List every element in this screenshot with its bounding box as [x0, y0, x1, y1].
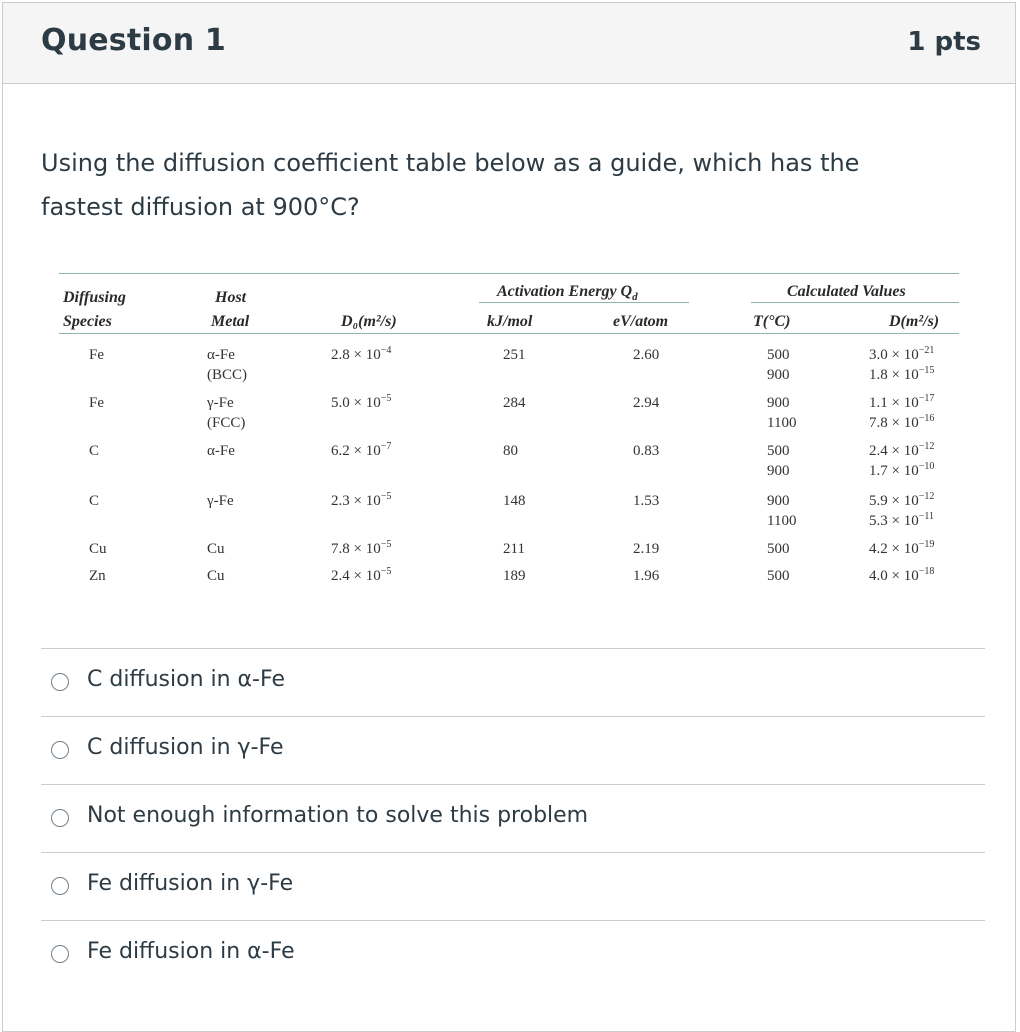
cell-kjmol — [503, 443, 518, 460]
cell-temp-value: 900 — [767, 367, 790, 383]
cell-host-structure — [207, 415, 245, 432]
cell-d0 — [331, 493, 391, 510]
cell-species-value: Fe — [89, 395, 104, 411]
cell-d — [869, 367, 934, 384]
cell-d0-exponent: −4 — [380, 345, 392, 356]
cell-temp-value: 1100 — [767, 513, 797, 529]
cell-d0-value: 2.4 × 10 — [331, 568, 381, 584]
calculated-rule — [751, 302, 959, 303]
answer-label[interactable]: Fe diffusion in γ-Fe — [87, 871, 294, 896]
header-host: Host — [215, 289, 247, 306]
cell-d — [869, 568, 934, 585]
cell-host-value: α-Fe — [207, 443, 235, 459]
cell-d0-exponent: −5 — [380, 491, 392, 502]
cell-species-value: Zn — [89, 568, 106, 584]
cell-d-exponent: −12 — [918, 441, 935, 452]
header-tc: T(°C) — [753, 313, 791, 330]
cell-temp — [767, 347, 790, 364]
cell-d0 — [331, 568, 391, 585]
cell-d0-exponent: −5 — [380, 539, 392, 550]
cell-d0-exponent: −5 — [380, 393, 392, 404]
cell-d0-value: 5.0 × 10 — [331, 395, 381, 411]
answer-label[interactable]: Fe diffusion in α-Fe — [87, 939, 295, 964]
answer-option[interactable] — [41, 716, 985, 784]
header-d0: D₀(m²/s) — [341, 313, 397, 330]
cell-d0-value: 2.8 × 10 — [331, 347, 381, 363]
cell-d — [869, 513, 934, 530]
cell-species-value: C — [89, 493, 100, 509]
answer-label[interactable]: C diffusion in γ-Fe — [87, 735, 284, 760]
cell-species-value: Fe — [89, 347, 104, 363]
cell-d-value: 4.0 × 10 — [869, 568, 919, 584]
cell-d-value: 1.7 × 10 — [869, 463, 919, 479]
cell-d — [869, 541, 934, 558]
cell-temp — [767, 463, 790, 480]
cell-d0 — [331, 395, 391, 412]
cell-d-value: 1.1 × 10 — [869, 395, 919, 411]
cell-d — [869, 347, 934, 364]
cell-kjmol — [503, 395, 526, 412]
cell-d — [869, 415, 934, 432]
cell-kjmol-value: 251 — [503, 347, 526, 363]
cell-temp — [767, 493, 790, 510]
cell-kjmol-value: 80 — [503, 443, 518, 459]
header-activation-text: Activation Energy Q — [497, 283, 633, 300]
cell-species — [89, 541, 107, 558]
header-activation — [497, 283, 638, 303]
cell-temp-value: 500 — [767, 443, 790, 459]
radio-button[interactable] — [51, 741, 69, 759]
header-evatom: eV/atom — [613, 313, 669, 330]
cell-evatom-value: 0.83 — [633, 443, 660, 459]
cell-host — [207, 395, 234, 412]
answer-label[interactable]: Not enough information to solve this problem — [87, 803, 589, 828]
cell-kjmol-value: 284 — [503, 395, 526, 411]
cell-evatom — [633, 443, 659, 460]
cell-evatom — [633, 541, 659, 558]
question-card — [2, 2, 1016, 1032]
cell-species — [89, 395, 104, 412]
cell-host — [207, 568, 225, 585]
cell-host-structure-value: (BCC) — [207, 367, 248, 383]
answer-option[interactable] — [41, 852, 985, 920]
header-metal: Metal — [211, 313, 250, 330]
cell-d0 — [331, 347, 391, 364]
answer-option[interactable] — [41, 920, 985, 988]
diffusion-table — [59, 271, 959, 601]
cell-d-value: 2.4 × 10 — [869, 443, 919, 459]
cell-d-exponent: −15 — [918, 365, 935, 376]
question-header — [3, 3, 1015, 84]
cell-d — [869, 463, 934, 480]
header-activation-sub: d — [632, 291, 638, 304]
answer-list — [41, 648, 985, 988]
cell-host — [207, 493, 234, 510]
cell-temp-value: 500 — [767, 347, 790, 363]
cell-species — [89, 443, 99, 460]
header-d: D(m²/s) — [889, 313, 940, 330]
cell-host-structure — [207, 367, 247, 384]
cell-temp — [767, 568, 790, 585]
cell-evatom-value: 1.96 — [633, 568, 660, 584]
cell-evatom — [633, 395, 659, 412]
cell-d0-value: 7.8 × 10 — [331, 541, 381, 557]
question-points: 1 pts — [907, 27, 981, 57]
cell-d-exponent: −19 — [918, 539, 935, 550]
cell-d-value: 1.8 × 10 — [869, 367, 919, 383]
cell-d-value: 5.3 × 10 — [869, 513, 919, 529]
radio-button[interactable] — [51, 809, 69, 827]
cell-temp-value: 500 — [767, 568, 790, 584]
question-title: Question 1 — [41, 23, 226, 58]
cell-d-value: 4.2 × 10 — [869, 541, 919, 557]
cell-d-exponent: −17 — [918, 393, 935, 404]
cell-host — [207, 443, 235, 460]
header-bottom-rule — [59, 333, 959, 334]
cell-evatom — [633, 568, 659, 585]
cell-temp — [767, 541, 790, 558]
cell-d-exponent: −12 — [918, 491, 935, 502]
cell-host-value: Cu — [207, 568, 225, 584]
cell-temp-value: 1100 — [767, 415, 797, 431]
cell-host-value: α-Fe — [207, 347, 235, 363]
cell-temp — [767, 443, 790, 460]
cell-evatom-value: 1.53 — [633, 493, 660, 509]
cell-kjmol — [503, 541, 525, 558]
radio-button[interactable] — [51, 673, 69, 691]
cell-d0 — [331, 443, 391, 460]
cell-evatom-value: 2.94 — [633, 395, 660, 411]
cell-d0-exponent: −7 — [380, 441, 392, 452]
cell-host — [207, 347, 235, 364]
cell-d-exponent: −10 — [918, 461, 935, 472]
cell-d — [869, 493, 934, 510]
cell-kjmol-value: 211 — [503, 541, 525, 557]
cell-species-value: Cu — [89, 541, 107, 557]
cell-d-value: 5.9 × 10 — [869, 493, 919, 509]
cell-d0 — [331, 541, 391, 558]
cell-d0-value: 6.2 × 10 — [331, 443, 381, 459]
radio-button[interactable] — [51, 945, 69, 963]
cell-evatom-value: 2.60 — [633, 347, 660, 363]
cell-kjmol — [503, 568, 526, 585]
cell-temp-value: 900 — [767, 463, 790, 479]
cell-temp — [767, 513, 796, 530]
cell-temp-value: 900 — [767, 493, 790, 509]
cell-temp — [767, 395, 790, 412]
cell-species — [89, 568, 106, 585]
cell-d — [869, 395, 934, 412]
header-species: Species — [63, 313, 112, 330]
cell-temp — [767, 415, 796, 432]
header-kjmol: kJ/mol — [487, 313, 533, 330]
cell-host-value: γ-Fe — [207, 493, 234, 509]
cell-evatom — [633, 493, 659, 510]
answer-option[interactable] — [41, 784, 985, 852]
cell-d0-value: 2.3 × 10 — [331, 493, 381, 509]
cell-temp-value: 500 — [767, 541, 790, 557]
cell-d-exponent: −21 — [918, 345, 935, 356]
cell-host — [207, 541, 225, 558]
cell-temp-value: 900 — [767, 395, 790, 411]
cell-d-value: 7.8 × 10 — [869, 415, 919, 431]
radio-button[interactable] — [51, 877, 69, 895]
answer-label[interactable]: C diffusion in α-Fe — [87, 667, 285, 692]
cell-kjmol-value: 189 — [503, 568, 526, 584]
cell-d-exponent: −18 — [918, 566, 935, 577]
cell-d-value: 3.0 × 10 — [869, 347, 919, 363]
cell-kjmol — [503, 493, 526, 510]
cell-d — [869, 443, 934, 460]
header-calculated: Calculated Values — [787, 283, 906, 300]
cell-host-value: γ-Fe — [207, 395, 234, 411]
cell-d-exponent: −11 — [918, 511, 934, 522]
table-top-rule — [59, 273, 959, 274]
cell-d0-exponent: −5 — [380, 566, 392, 577]
cell-species — [89, 493, 99, 510]
question-prompt: Using the diffusion coefficient table below as a guide, which has the fastest diffusion at 900°C? — [41, 149, 860, 221]
cell-host-structure-value: (FCC) — [207, 415, 246, 431]
cell-species — [89, 347, 104, 364]
cell-host-value: Cu — [207, 541, 225, 557]
cell-d-exponent: −16 — [918, 413, 935, 424]
answer-option[interactable] — [41, 648, 985, 716]
cell-temp — [767, 367, 790, 384]
cell-species-value: C — [89, 443, 100, 459]
cell-kjmol — [503, 347, 526, 364]
cell-evatom — [633, 347, 659, 364]
cell-evatom-value: 2.19 — [633, 541, 660, 557]
cell-kjmol-value: 148 — [503, 493, 526, 509]
header-diffusing: Diffusing — [63, 289, 126, 306]
